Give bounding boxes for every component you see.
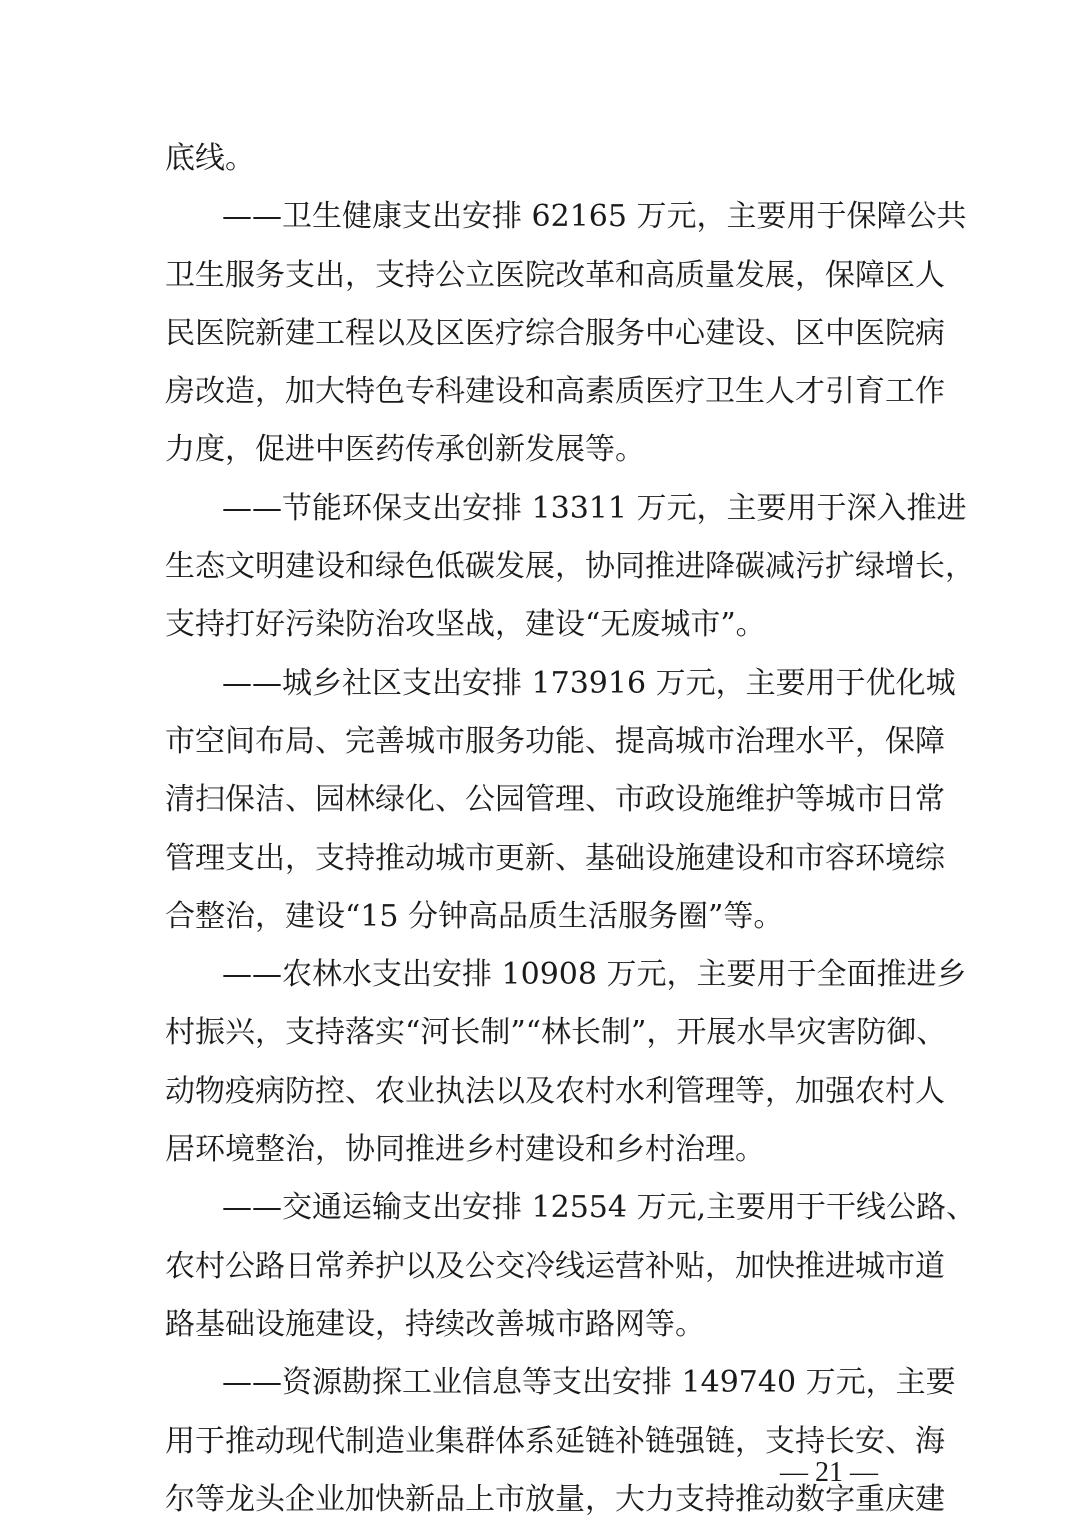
text-line: 合整治，建设“15 分钟高品质生活服务圈”等。 bbox=[165, 898, 784, 934]
text-line: 农村公路日常养护以及公交冷线运营补贴，加快推进城市道 bbox=[165, 1248, 945, 1284]
page-number: — 21 — bbox=[780, 1457, 878, 1488]
text-line: ——农林水支出安排 10908 万元，主要用于全面推进乡 bbox=[222, 957, 967, 993]
text-line: 卫生服务支出，支持公立医院改革和高质量发展，保障区人 bbox=[165, 257, 945, 293]
text-line: 尔等龙头企业加快新品上市放量，大力支持推动数字重庆建 bbox=[165, 1481, 945, 1517]
text-line: 村振兴，支持落实“河长制”“林长制”，开展水旱灾害防御、 bbox=[165, 1015, 947, 1051]
text-line: ——城乡社区支出安排 173916 万元，主要用于优化城 bbox=[222, 665, 956, 701]
text-line: 路基础设施建设，持续改善城市路网等。 bbox=[165, 1306, 705, 1342]
text-line: 清扫保洁、园林绿化、公园管理、市政设施维护等城市日常 bbox=[165, 782, 945, 818]
document-body bbox=[165, 130, 977, 1529]
text-line: 居环境整治，协同推进乡村建设和乡村治理。 bbox=[165, 1132, 765, 1168]
text-line: 支持打好污染防治攻坚战，建设“无废城市”。 bbox=[165, 607, 766, 643]
text-line: ——资源勘探工业信息等支出安排 149740 万元，主要 bbox=[222, 1365, 956, 1401]
text-line: 用于推动现代制造业集群体系延链补链强链，支持长安、海 bbox=[165, 1423, 945, 1459]
text-line: 底线。 bbox=[165, 141, 255, 176]
text-line: ——交通运输支出安排 12554 万元,主要用于干线公路、 bbox=[222, 1190, 977, 1226]
text-line: 市空间布局、完善城市服务功能、提高城市治理水平，保障 bbox=[165, 723, 945, 759]
text-line: ——卫生健康支出安排 62165 万元，主要用于保障公共 bbox=[222, 199, 967, 235]
text-line: 民医院新建工程以及区医疗综合服务中心建设、区中医院病 bbox=[165, 315, 945, 351]
text-line: 生态文明建设和绿色低碳发展，协同推进降碳减污扩绿增长， bbox=[165, 549, 975, 585]
text-line: 动物疫病防控、农业执法以及农村水利管理等，加强农村人 bbox=[165, 1073, 945, 1109]
text-line: 房改造，加大特色专科建设和高素质医疗卫生人才引育工作 bbox=[165, 374, 945, 410]
text-line: ——节能环保支出安排 13311 万元，主要用于深入推进 bbox=[222, 490, 967, 526]
text-line: 管理支出，支持推动城市更新、基础设施建设和市容环境综 bbox=[165, 840, 945, 876]
text-line: 力度，促进中医药传承创新发展等。 bbox=[165, 432, 645, 468]
